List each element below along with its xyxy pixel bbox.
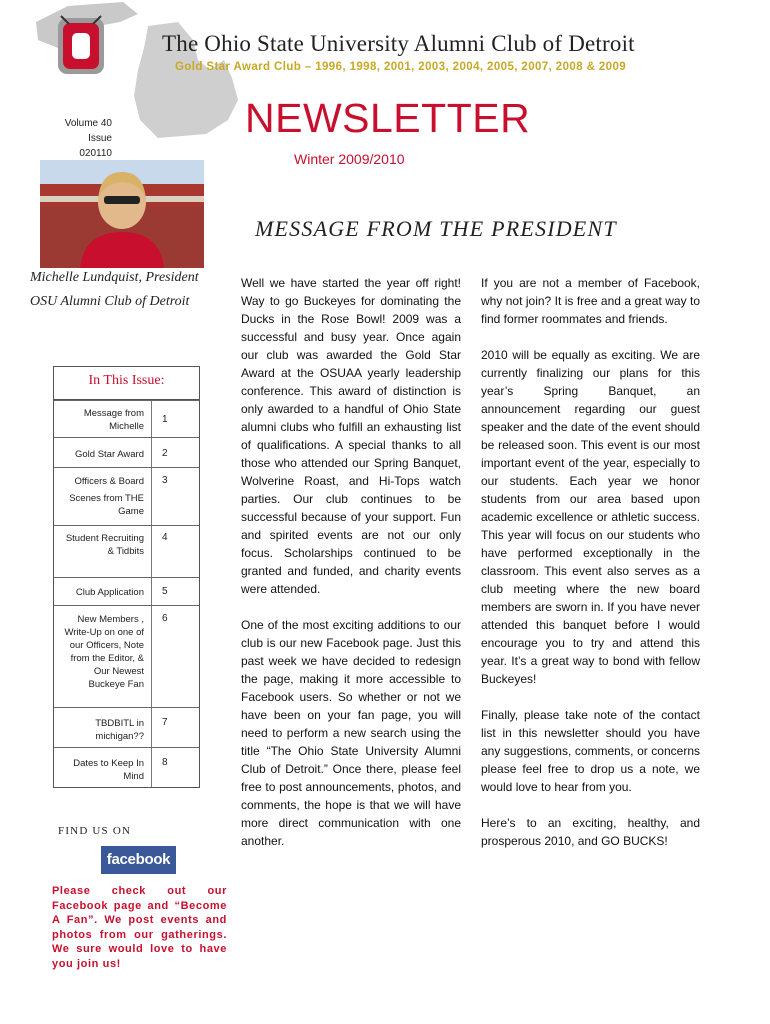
toc-page: 2 (162, 448, 168, 459)
section-title: MESSAGE FROM THE PRESIDENT (255, 216, 617, 241)
toc-row[interactable] (54, 605, 199, 690)
letter-column-right (481, 274, 700, 868)
toc-row[interactable] (54, 707, 199, 742)
toc-row[interactable] (54, 437, 199, 460)
facebook-logo[interactable]: facebook (101, 846, 176, 874)
letter-paragraph: 2010 will be equally as exciting. We are currently finalizing our plans for this year’s Spring Banquet, an announcement regarding our guest speaker and the date of the event should be released soon. This event is our most important event of the year, especially to our students. Each year we honor students from our area based upon academic excellence or athletic success. This year will focus on our students who have performed exceptionally in the classroom. This event also serves as a club meeting where the new board members are sworn in. If you have never attended this banquet before I would encourage you to try and attend this year. It’s a great way to bond with fellow Buckeyes! (481, 348, 700, 686)
issue-column-divider (151, 400, 152, 787)
toc-label: Scenes from THE Game (69, 493, 144, 517)
gold-star-award-line: Gold Star Award Club – 1996, 1998, 2001, 2003, 2004, 2005, 2007, 2008 & 2009 (175, 61, 627, 73)
toc-page: 4 (162, 532, 168, 543)
toc-label: Student Recruiting & Tidbits (65, 533, 144, 557)
toc-page: 7 (162, 717, 168, 728)
issue-label: Issue 020110 (79, 133, 112, 159)
org-title: The Ohio State University Alumni Club of Detroit (162, 31, 635, 56)
volume-label: Volume 40 (64, 118, 112, 129)
volume-issue-block (60, 116, 112, 161)
photo-caption (30, 266, 220, 314)
toc-label: Dates to Keep In Mind (73, 758, 144, 782)
toc-row[interactable] (54, 577, 199, 598)
block-o-logo (55, 14, 107, 78)
toc-row[interactable] (54, 467, 199, 517)
letter-paragraph: One of the most exciting additions to our club is our new Facebook page. Just this past week we have decided to redesign the page, making it more accessible to Facebook users. So whether or not we have been on your fan page, you will need to perform a new search using the title “The Ohio State University Alumni Club of Detroit.” Once there, please feel free to post announcements, photos, and comments, the hope is that we will have more direct communication with one another. (241, 618, 461, 848)
newsletter-heading: NEWSLETTER (245, 95, 531, 141)
toc-label: Gold Star Award (74, 449, 144, 460)
toc-label: Message from Michelle (83, 408, 144, 432)
toc-page: 6 (162, 613, 168, 624)
toc-row[interactable] (54, 525, 199, 557)
toc-label: New Members , Write-Up on one of our Officers, Note from the Editor, & Our Newest Buckeye Fan (64, 614, 144, 690)
letter-paragraph: Finally, please take note of the contact list in this newsletter should you have any suggestions, comments, or concerns please feel free to drop us a note, we would love to hear from you. (481, 708, 700, 794)
find-us-heading: FIND US ON (58, 825, 132, 837)
toc-label: Club Application (75, 587, 144, 598)
letter-paragraph: Well we have started the year off right! Way to go Buckeyes for dominating the Ducks in the Rose Bowl! 2009 was a successful and busy year. Once again our club was awarded the Gold Star Award at the OSUAA yearly leadership conference. This award of distinction is only awarded to a handful of Ohio State alumni clubs who fulfill an exhausting list of qualifications. A special thanks to all those who attended our Spring Banquet, Wolverine Roast, and Hi-Tops watch parties. Our club continues to be successful because of your support. Fun and spirited events are not our only focus. Scholarships continued to be granted and funded, and charity events were attended. (241, 276, 461, 596)
season-label: Winter 2009/2010 (294, 151, 405, 167)
toc-page: 1 (162, 414, 168, 425)
in-this-issue-title: In This Issue: (88, 373, 165, 388)
letter-column-left (241, 274, 461, 868)
in-this-issue-box (53, 366, 200, 788)
caption-club: OSU Alumni Club of Detroit (30, 294, 190, 309)
president-photo (40, 160, 204, 268)
letter-paragraph: If you are not a member of Facebook, why not join? It is free and a great way to find former roommates and friends. (481, 276, 700, 326)
caption-name: Michelle Lundquist, President (30, 270, 199, 285)
toc-label: TBDBITL in michigan?? (95, 718, 144, 742)
toc-row[interactable] (54, 747, 199, 782)
toc-label: Officers & Board (74, 476, 144, 487)
toc-row[interactable] (54, 400, 199, 432)
toc-page: 3 (162, 475, 168, 486)
facebook-promo-text: Please check out our Facebook page and “Become A Fan”. We post events and photos from our gatherings. We sure would love to have you join us! (52, 885, 227, 970)
letter-paragraph: Here’s to an exciting, healthy, and prosperous 2010, and GO BUCKS! (481, 816, 700, 848)
toc-page: 8 (162, 757, 168, 768)
toc-page: 5 (162, 586, 168, 597)
